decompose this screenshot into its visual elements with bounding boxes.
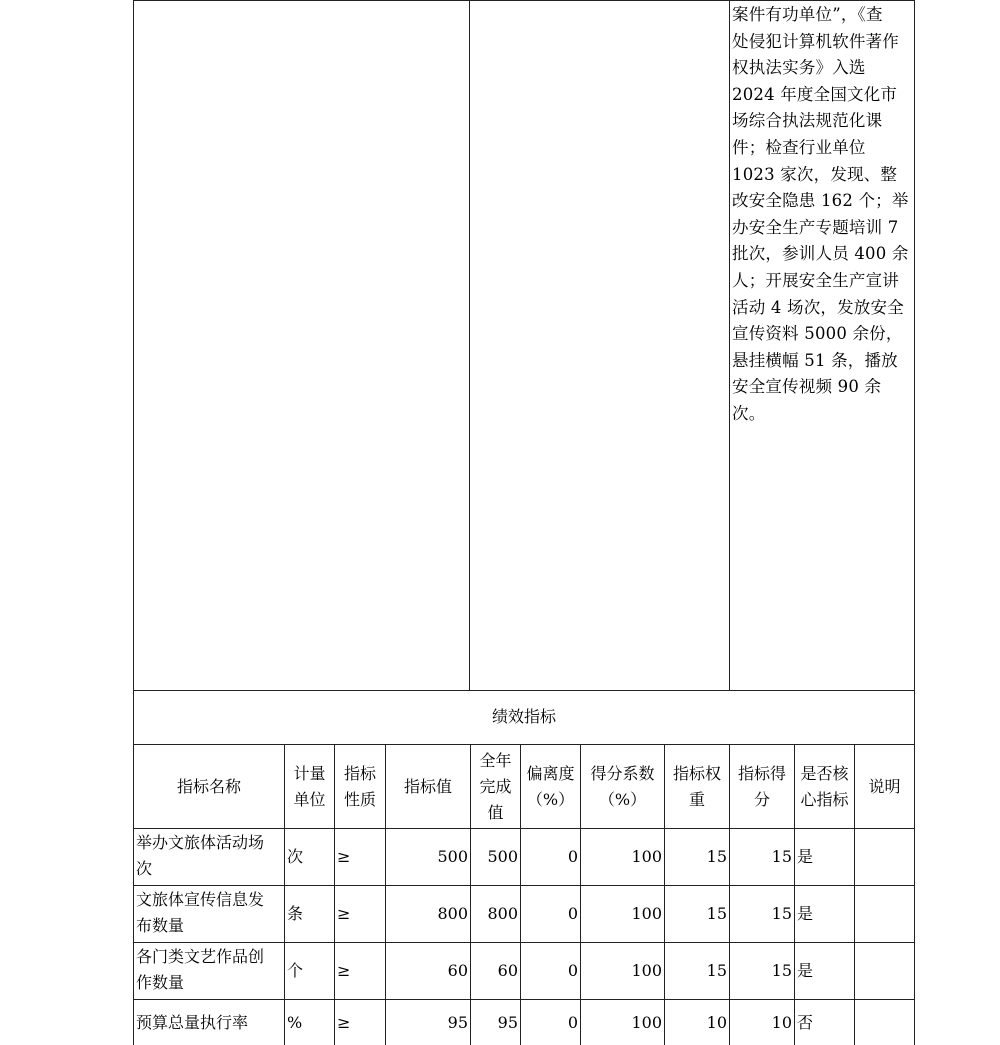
table-cell-name: 预算总量执行率 [136, 1013, 249, 1032]
note-line: 安全宣传视频 90 余 [732, 377, 882, 397]
note-line: 宣传资料 5000 余份， [732, 324, 903, 344]
section-title: 绩效指标 [491, 707, 556, 726]
column-header-nature: 指标 性质 [343, 763, 376, 809]
table-cell-deviation: 0 [567, 847, 578, 866]
note-line: 活动 4 场次，发放安全 [732, 297, 904, 317]
table-cell-unit: 个 [287, 961, 304, 980]
note-line: 处侵犯计算机软件著作 [732, 31, 899, 51]
note-line: 2024 年度全国文化市 [732, 84, 898, 104]
column-header-score: 指标得 分 [737, 763, 786, 809]
table-cell-target: 500 [437, 847, 468, 866]
table-cell-target: 95 [447, 1013, 468, 1032]
performance-description [732, 2, 916, 428]
table-cell-unit: 条 [287, 904, 304, 923]
table-cell-name: 举办文旅体活动场 次 [136, 833, 265, 878]
note-line: 权执法实务》入选 [732, 58, 866, 78]
note-line: 批次，参训人员 400 余 [732, 244, 909, 264]
note-line: 1023 家次，发现、整 [732, 164, 898, 184]
table-cell-target: 60 [447, 961, 468, 980]
table-cell-deviation: 0 [567, 1013, 578, 1032]
table-cell-unit: 次 [287, 847, 304, 866]
column-header-core: 是否核 心指标 [800, 763, 849, 809]
table-cell-core: 是 [797, 847, 814, 866]
table-cell-nature: ≥ [337, 961, 351, 980]
column-header-remark: 说明 [868, 776, 901, 796]
table-cell-actual: 500 [487, 847, 518, 866]
table-cell-nature: ≥ [337, 904, 351, 923]
table-cell-score: 10 [771, 1013, 792, 1032]
table-cell-coef: 100 [631, 961, 662, 980]
column-header-target: 指标值 [403, 776, 452, 796]
note-line: 悬挂横幅 51 条，播放 [732, 350, 898, 370]
note-line: 件；检查行业单位 [732, 137, 866, 157]
table-cell-coef: 100 [631, 847, 662, 866]
table-cell-deviation: 0 [567, 904, 578, 923]
note-line: 办安全生产专题培训 7 [732, 217, 899, 237]
table-cell-weight: 15 [706, 847, 727, 866]
table-cell-coef: 100 [631, 904, 662, 923]
table-cell-core: 是 [797, 961, 814, 980]
table-cell-coef: 100 [631, 1013, 662, 1032]
table-cell-name: 各门类文艺作品创 作数量 [136, 947, 265, 992]
column-header-weight: 指标权 重 [672, 763, 721, 809]
table-cell-actual: 95 [497, 1013, 518, 1032]
table-cell-score: 15 [771, 847, 792, 866]
table-cell-core: 否 [797, 1013, 814, 1032]
note-line: 人；开展安全生产宣讲 [732, 270, 899, 290]
note-line: 次。 [732, 403, 766, 423]
table-cell-target: 800 [437, 904, 468, 923]
table-cell-name: 文旅体宣传信息发 布数量 [136, 890, 265, 935]
column-header-coef: 得分系数 （%） [590, 763, 655, 809]
note-line: 改安全隐患 162 个；举 [732, 191, 909, 211]
column-header-name: 指标名称 [176, 776, 241, 796]
table-cell-core: 是 [797, 904, 814, 923]
note-line: 场综合执法规范化课 [732, 111, 883, 131]
note-line: 案件有功单位”，《查 [732, 5, 883, 24]
table-cell-score: 15 [771, 904, 792, 923]
table-cell-weight: 10 [706, 1013, 727, 1032]
table-cell-weight: 15 [706, 961, 727, 980]
table-cell-nature: ≥ [337, 1013, 351, 1032]
column-header-actual: 全年 完成 值 [479, 750, 512, 822]
table-cell-unit: % [287, 1013, 303, 1032]
table-cell-weight: 15 [706, 904, 727, 923]
table-cell-score: 15 [771, 961, 792, 980]
table-cell-nature: ≥ [337, 847, 351, 866]
table-cell-actual: 60 [497, 961, 518, 980]
table-cell-actual: 800 [487, 904, 518, 923]
table-cell-deviation: 0 [567, 961, 578, 980]
column-header-unit: 计量 单位 [293, 763, 326, 809]
column-header-deviation: 偏离度 （%） [526, 763, 575, 809]
